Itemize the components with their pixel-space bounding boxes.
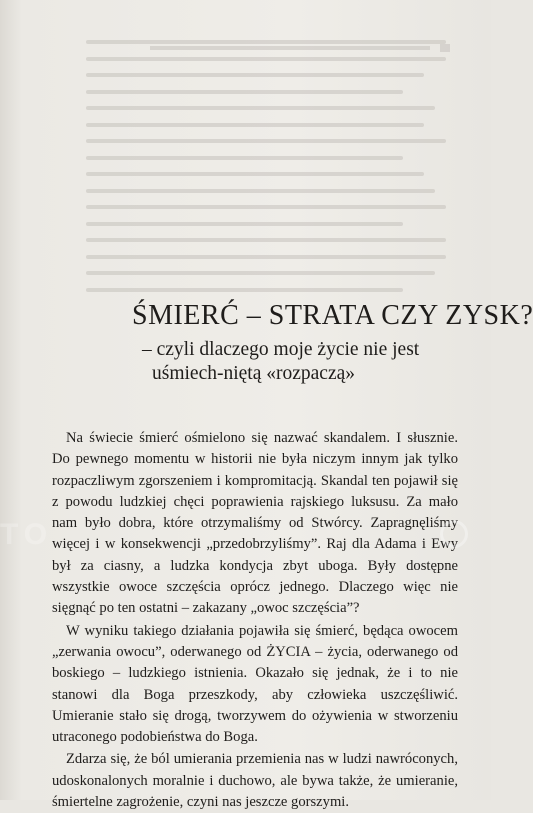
chapter-body (52, 428, 458, 813)
show-through-text (86, 40, 446, 304)
paragraph-3: Zdarza się, że ból umierania przemienia nas w ludzi nawróconych, udoskonalonych moralnie i duchowo, ale bywa także, że umieranie, śmiertelne zagrożenie, czyni nas jeszcze gorszymi. (52, 751, 458, 811)
chapter-title: ŚMIERĆ – STRATA CZY ZYSK? (132, 300, 533, 331)
paragraph-1: Na świecie śmierć ośmielono się nazwać skandalem. I słusznie. Do pewnego momentu w historii nie była niczym innym jak tylko rozpaczliwym zgorszeniem i kompromitacją. Skandal ten pojawił się z powodu ludzkiej chęci poprawienia rajskiego luksusu. Za mało nam było dobra, które otrzymaliśmy od Stwórcy. Zapragnęliśmy więcej i w konsekwencji „przedobrzyliśmy”. Raj dla Adama i Ewy był za ciasny, a ludzka kondycja zbyt uboga. Były dostępne wszystkie owoce szczęścia oprócz jednego. Dlaczego więc nie sięgnąć po ten ostatni – zakazany „owoc szczęścia”? (52, 430, 458, 617)
watermark: TO (0, 518, 54, 551)
chapter-subtitle: – czyli dlaczego moje życie nie jest uśmiech-niętą «rozpaczą» (142, 339, 420, 384)
copyright-watermark-icon (440, 520, 468, 548)
paragraph-2: W wyniku takiego działania pojawiła się śmierć, będąca owocem „zerwania owocu”, oderwanego od ŻYCIA – życia, oderwanego od boskiego – ludzkiego istnienia. Okazało się jednak, że i to nie stanowi dla Boga przeszkody, aby człowieka uszczęśliwić. Umieranie stało się drogą, tworzywem do ożywienia w stworzeniu utraconego podobieństwa do Boga. (52, 622, 458, 746)
chapter-heading (132, 300, 533, 386)
